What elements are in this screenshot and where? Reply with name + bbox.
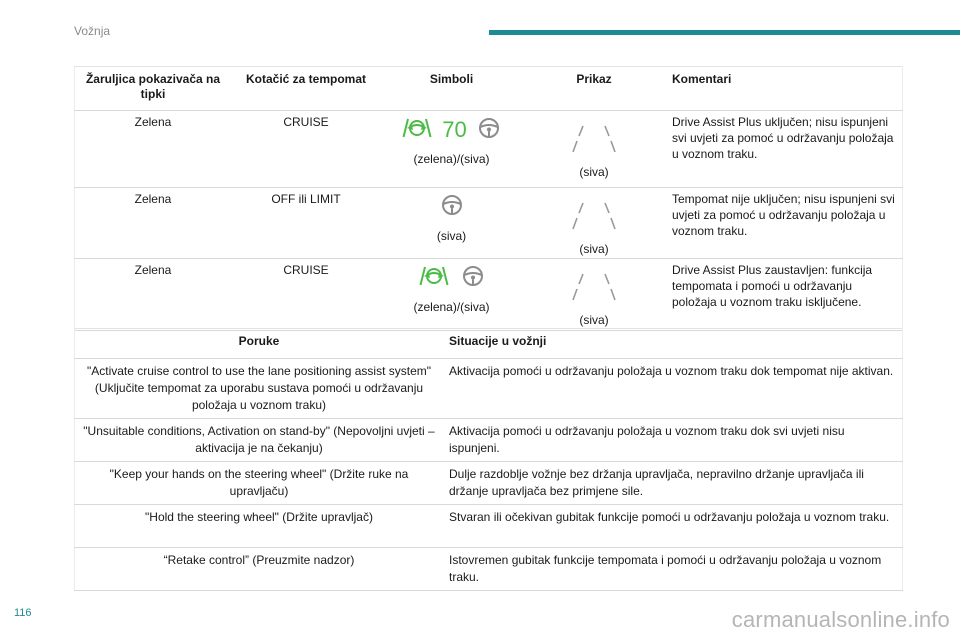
symbols-color-label: (siva) xyxy=(436,229,467,243)
table-header-row xyxy=(75,67,903,111)
message-cell: "Unsuitable conditions, Activation on stand-by" (Nepovoljni uvjeti – aktivacija je na čekanju) xyxy=(75,419,444,462)
display-cell xyxy=(522,111,666,188)
section-title: Vožnja xyxy=(74,24,111,38)
situation-cell: Aktivacija pomoći u održavanju položaja u voznom traku dok tempomat nije aktivan. xyxy=(443,359,903,419)
display-cell xyxy=(522,188,666,259)
column-header: Komentari xyxy=(666,67,903,111)
lane-assist-hands-icon xyxy=(402,116,432,144)
lamp-cell: Zelena xyxy=(75,259,232,331)
symbols-color-label: (zelena)/(siva) xyxy=(413,300,490,314)
lamp-cell: Zelena xyxy=(75,188,232,259)
message-cell: "Activate cruise control to use the lane positioning assist system" (Uključite tempomat za uporabu sustava pomoći u održavanju položaja u voznom traku) xyxy=(75,359,444,419)
table-row xyxy=(75,462,903,505)
lane-lines-icon xyxy=(528,264,660,312)
comment-cell: Tempomat nije uključen; nisu ispunjeni svi uvjeti za pomoć u održavanju položaja u voznom traku. xyxy=(666,188,903,259)
table-row xyxy=(75,548,903,591)
comment-cell: Drive Assist Plus uključen; nisu ispunjeni svi uvjeti za pomoć u održavanju položaja u voznom traku. xyxy=(666,111,903,188)
situation-cell: Stvaran ili očekivan gubitak funkcije pomoći u održavanju položaja u voznom traku. xyxy=(443,505,903,548)
wheel-cell: CRUISE xyxy=(231,111,381,188)
wheel-cell: CRUISE xyxy=(231,259,381,331)
situation-cell: Aktivacija pomoći u održavanju položaja u voznom traku dok svi uvjeti nisu ispunjeni. xyxy=(443,419,903,462)
column-header: Žaruljica pokazivača na tipki xyxy=(75,67,232,111)
lane-lines-icon xyxy=(528,193,660,241)
table-row xyxy=(75,259,903,331)
symbols-color-label: (zelena)/(siva) xyxy=(413,152,490,166)
situation-cell: Istovremen gubitak funkcije tempomata i pomoći u održavanju položaja u voznom traku. xyxy=(443,548,903,591)
comment-cell: Drive Assist Plus zaustavljen: funkcija tempomata i pomoći u održavanju položaja u voznom traku isključene. xyxy=(666,259,903,331)
watermark: carmanualsonline.info xyxy=(731,607,950,632)
message-cell: "Hold the steering wheel" (Držite upravljač) xyxy=(75,505,444,548)
display-cell xyxy=(522,259,666,331)
situation-cell: Dulje razdoblje vožnje bez držanja upravljača, nepravilno držanje upravljača ili držanje upravljača bez primjene sile. xyxy=(443,462,903,505)
column-header: Simboli xyxy=(381,67,522,111)
table-row xyxy=(75,359,903,419)
symbols-cell xyxy=(381,111,522,188)
column-header: Prikaz xyxy=(522,67,666,111)
message-cell: “Retake control” (Preuzmite nadzor) xyxy=(75,548,444,591)
lane-assist-hands-icon xyxy=(419,264,449,292)
table-row xyxy=(75,111,903,188)
header-accent-bar xyxy=(489,30,960,35)
steering-wheel-icon xyxy=(461,264,485,292)
steering-wheel-icon xyxy=(440,193,464,221)
column-header: Kotačić za tempomat xyxy=(231,67,381,111)
steering-wheel-icon xyxy=(477,116,501,144)
display-color-label: (siva) xyxy=(579,165,609,179)
table-row xyxy=(75,188,903,259)
speed-value: 70 xyxy=(442,117,467,142)
wheel-cell: OFF ili LIMIT xyxy=(231,188,381,259)
table-header-row xyxy=(75,329,903,359)
table-row xyxy=(75,505,903,548)
display-color-label: (siva) xyxy=(579,242,609,256)
lamp-cell: Zelena xyxy=(75,111,232,188)
indicator-table xyxy=(74,66,903,331)
lane-lines-icon xyxy=(528,116,660,164)
symbols-cell xyxy=(381,188,522,259)
symbols-cell xyxy=(381,259,522,331)
column-header: Situacije u vožnji xyxy=(443,329,903,359)
table-row xyxy=(75,419,903,462)
page-number: 116 xyxy=(14,607,32,619)
messages-table xyxy=(74,328,903,591)
column-header: Poruke xyxy=(75,329,444,359)
display-color-label: (siva) xyxy=(579,313,609,327)
message-cell: "Keep your hands on the steering wheel" (Držite ruke na upravljaču) xyxy=(75,462,444,505)
